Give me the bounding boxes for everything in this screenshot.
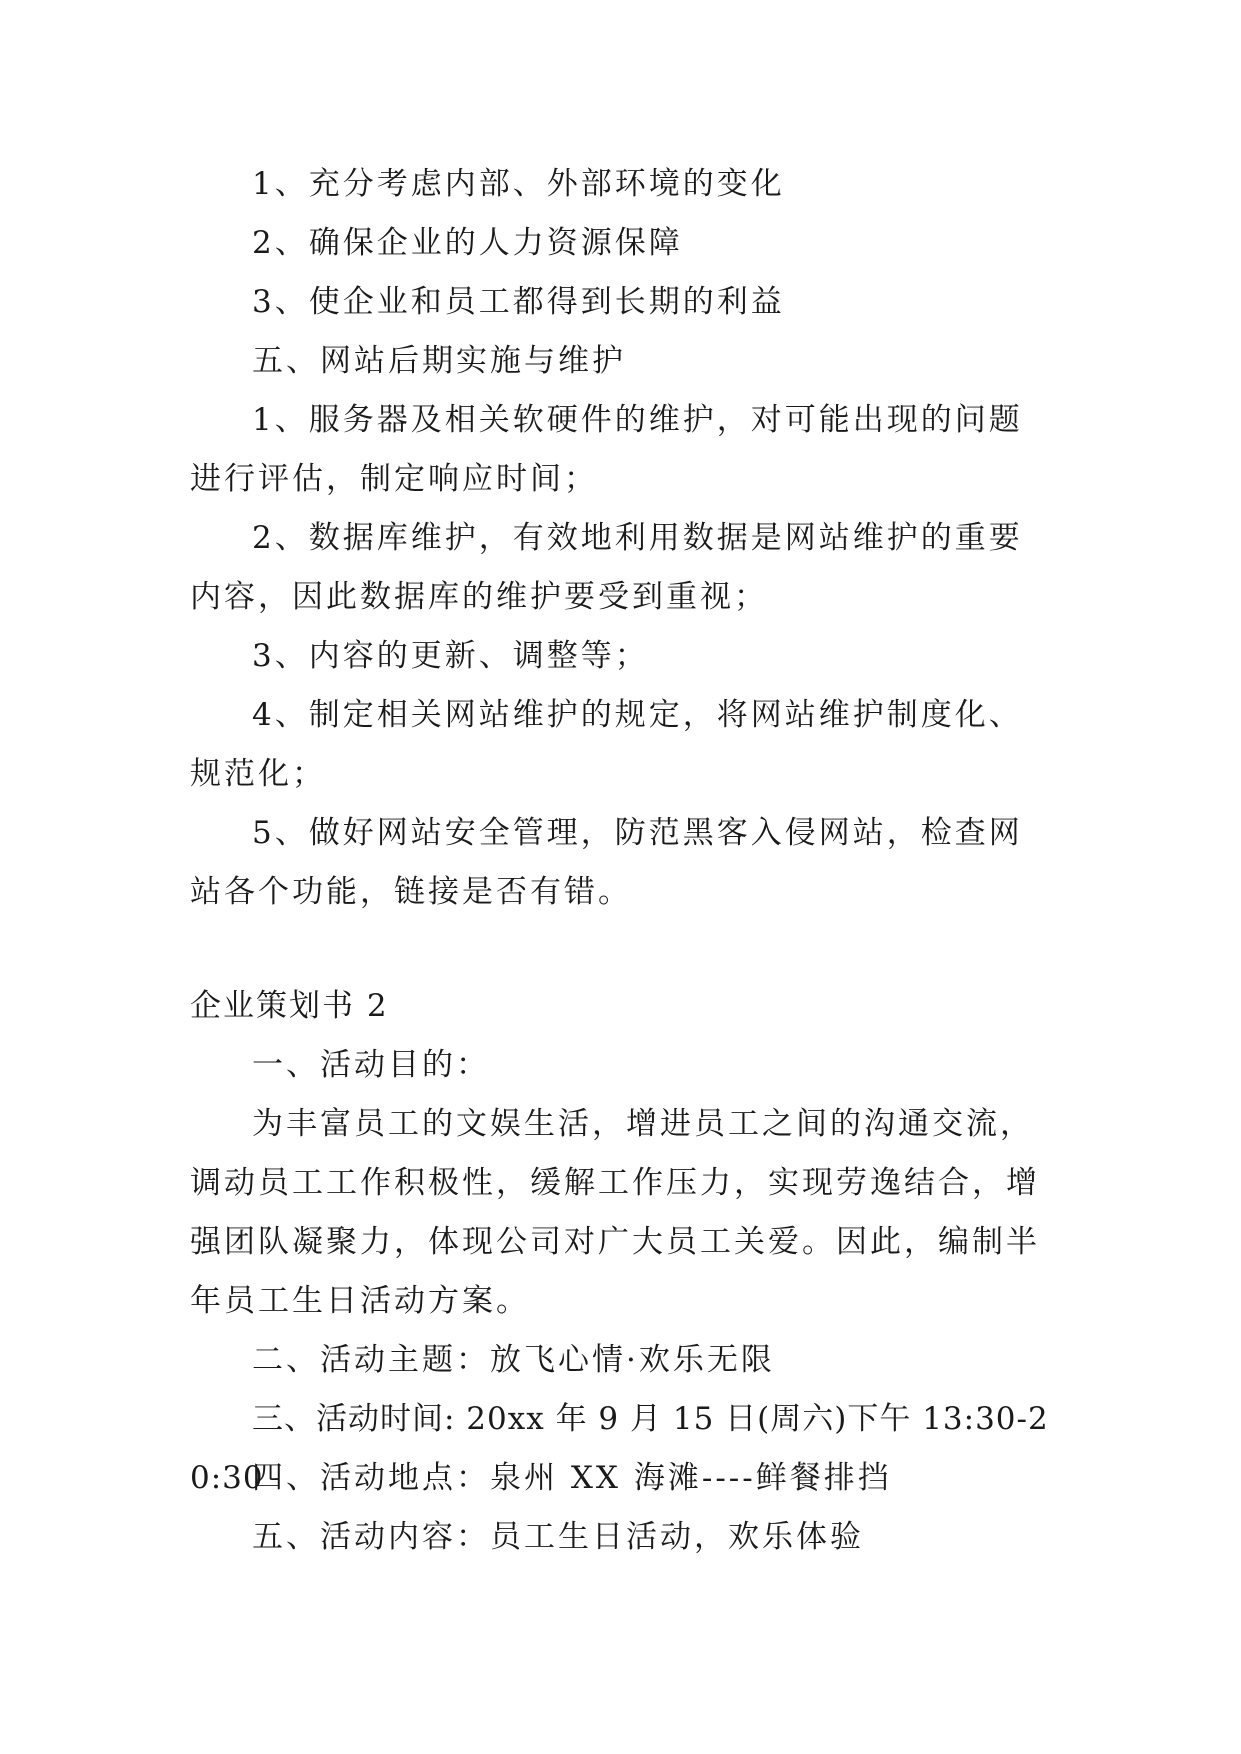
purpose-heading: 一、活动目的： [252,1047,490,1083]
activity-content: 五、活动内容：员工生日活动，欢乐体验 [252,1519,864,1555]
maintenance-item-content-update: 3、内容的更新、调整等； [252,638,649,674]
activity-theme: 二、活动主题：放飞心情·欢乐无限 [252,1342,775,1378]
purpose-paragraph: 为丰富员工的文娱生活，增进员工之间的沟通交流，调动员工工作积极性，缓解工作压力，实现劳逸结合，增强团队凝聚力，体现公司对广大员工关爱。因此，编制半年员工生日活动方案。 [190,1106,1040,1319]
document-title: 企业策划书 2 [190,988,389,1024]
list-item-hr-guarantee: 2、确保企业的人力资源保障 [252,225,683,261]
maintenance-item-server: 1、服务器及相关软硬件的维护，对可能出现的问题进行评估，制定响应时间； [190,402,1023,497]
maintenance-item-security: 5、做好网站安全管理，防范黑客入侵网站，检查网站各个功能，链接是否有错。 [190,815,1023,910]
activity-location: 四、活动地点：泉州 XX 海滩----鲜餐排挡 [252,1460,892,1496]
section-heading-maintenance: 五、网站后期实施与维护 [252,343,626,379]
list-item-env-change: 1、充分考虑内部、外部环境的变化 [252,166,785,202]
maintenance-item-rules: 4、制定相关网站维护的规定，将网站维护制度化、规范化； [190,697,1023,792]
list-item-long-term-benefit: 3、使企业和员工都得到长期的利益 [252,284,785,320]
activity-time: 三、活动时间: 20xx 年 9 月 15 日(周六)下午 13:30-20:30 [190,1401,1049,1496]
maintenance-item-database: 2、数据库维护，有效地利用数据是网站维护的重要内容，因此数据库的维护要受到重视； [190,520,1023,615]
